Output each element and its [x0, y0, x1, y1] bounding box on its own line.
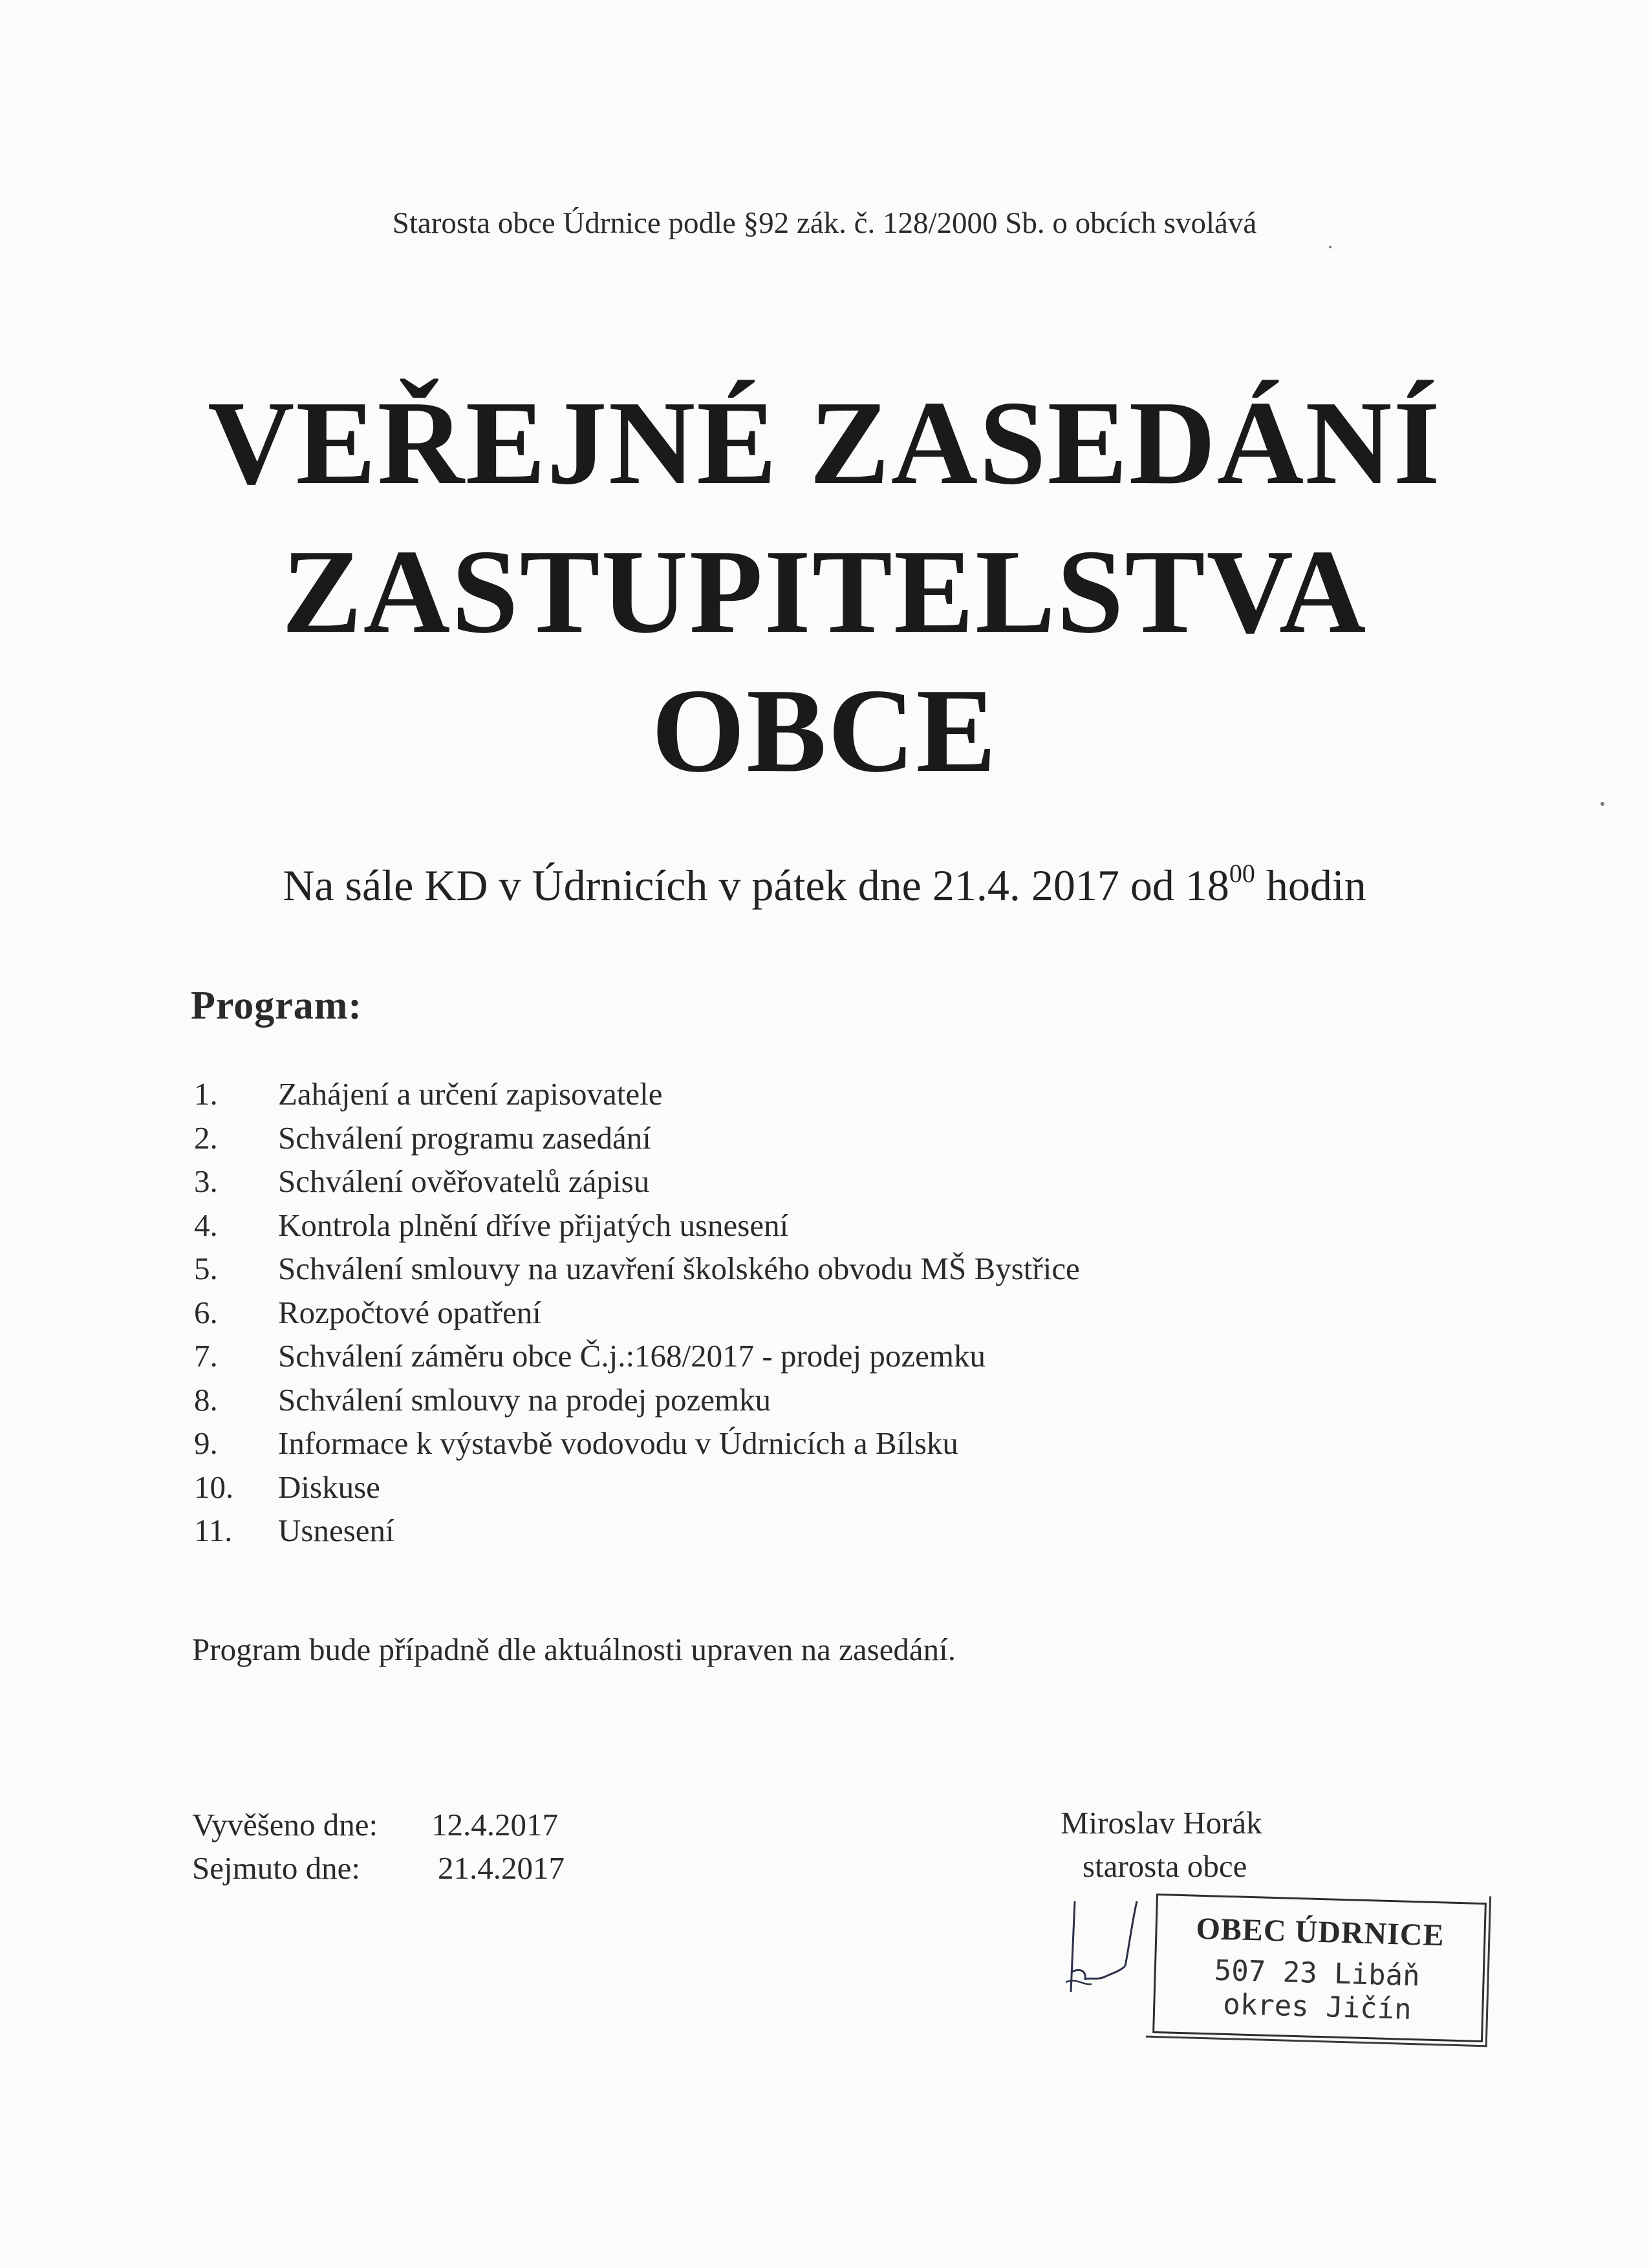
agenda-item-text: Schválení smlouvy na prodej pozemku: [278, 1381, 771, 1418]
agenda-item: [194, 1291, 1080, 1335]
agenda-item: [194, 1204, 1080, 1247]
posting-dates: [192, 1803, 565, 1890]
agenda-item-text: Schválení ověřovatelů zápisu: [278, 1163, 650, 1199]
venue-text-end: hodin: [1255, 861, 1366, 910]
agenda-item-text: Schválení záměru obce Č.j.:168/2017 - prodej pozemku: [278, 1338, 986, 1374]
stamp-line-3: okres Jičín: [1222, 1987, 1412, 2026]
agenda-item: [194, 1160, 1080, 1204]
agenda-item-number: 1.: [194, 1076, 218, 1112]
intro-text: Starosta obce Údrnice podle §92 zák. č. 128/2000 Sb. o obcích svolává: [392, 206, 1257, 240]
agenda-item: [194, 1247, 1080, 1291]
agenda-item-number: 7.: [194, 1338, 218, 1374]
agenda-item-number: 9.: [194, 1425, 218, 1461]
agenda-list: [194, 1072, 1080, 1553]
venue-text: Na sále KD v Údrnicích v pátek dne 21.4. 2017 od 18: [283, 861, 1229, 910]
agenda-item-number: 10.: [194, 1469, 234, 1505]
agenda-item: [194, 1334, 1080, 1378]
stamp-line-2: 507 23 Libáň: [1214, 1954, 1421, 1993]
removed-label: Sejmuto dne:: [192, 1850, 360, 1886]
venue-line: [0, 860, 1649, 911]
agenda-item-text: Rozpočtové opatření: [278, 1294, 541, 1330]
agenda-item-number: 5.: [194, 1251, 218, 1286]
agenda-item-text: Informace k výstavbě vodovodu v Údrnicích a Bílsku: [278, 1425, 958, 1461]
agenda-item-text: Kontrola plnění dříve přijatých usnesení: [278, 1207, 789, 1243]
agenda-item-number: 8.: [194, 1381, 218, 1418]
posted-date: 12.4.2017: [431, 1807, 558, 1842]
posted-row: [192, 1803, 565, 1846]
venue-time-superscript: 00: [1229, 859, 1255, 888]
agenda-item-number: 3.: [194, 1163, 218, 1199]
agenda-item-text: Schválení smlouvy na uzavření školského obvodu MŠ Bystřice: [278, 1251, 1080, 1286]
agenda-item-text: Usnesení: [278, 1513, 394, 1548]
agenda-item: [194, 1116, 1080, 1160]
stamp-line-1: OBEC ÚDRNICE: [1195, 1911, 1445, 1953]
signer-role: starosta obce: [1083, 1848, 1247, 1884]
agenda-item-text: Zahájení a určení zapisovatele: [278, 1076, 663, 1112]
agenda-item: [194, 1072, 1080, 1116]
removed-date: 21.4.2017: [438, 1850, 565, 1886]
program-heading: Program:: [191, 984, 363, 1028]
signer-name: Miroslav Horák: [1061, 1805, 1262, 1841]
removed-row: [192, 1846, 565, 1890]
agenda-item-number: 4.: [194, 1207, 218, 1243]
title-line-1: VEŘEJNÉ ZASEDÁNÍ: [208, 376, 1441, 510]
agenda-item-number: 6.: [194, 1294, 218, 1330]
scan-speck: [1329, 246, 1331, 248]
agenda-item-number: 2.: [194, 1119, 218, 1156]
program-note: Program bude případně dle aktuálnosti upraven na zasedání.: [192, 1632, 956, 1667]
agenda-item-text: Schválení programu zasedání: [278, 1119, 651, 1156]
title-line-2: ZASTUPITELSTVA: [281, 525, 1368, 658]
agenda-item-number: 11.: [194, 1513, 233, 1548]
posted-label: Vyvěšeno dne:: [192, 1807, 378, 1842]
scan-speck: [1600, 802, 1604, 806]
signer-block: [1061, 1801, 1262, 1888]
agenda-item-text: Diskuse: [278, 1469, 380, 1505]
agenda-item: [194, 1378, 1080, 1422]
handwritten-signature: [1061, 1895, 1145, 1998]
agenda-item: [194, 1421, 1080, 1465]
title-line-3: OBCE: [651, 664, 998, 797]
agenda-item: [194, 1509, 1080, 1553]
official-stamp: [1152, 1894, 1487, 2042]
agenda-item: [194, 1465, 1080, 1509]
